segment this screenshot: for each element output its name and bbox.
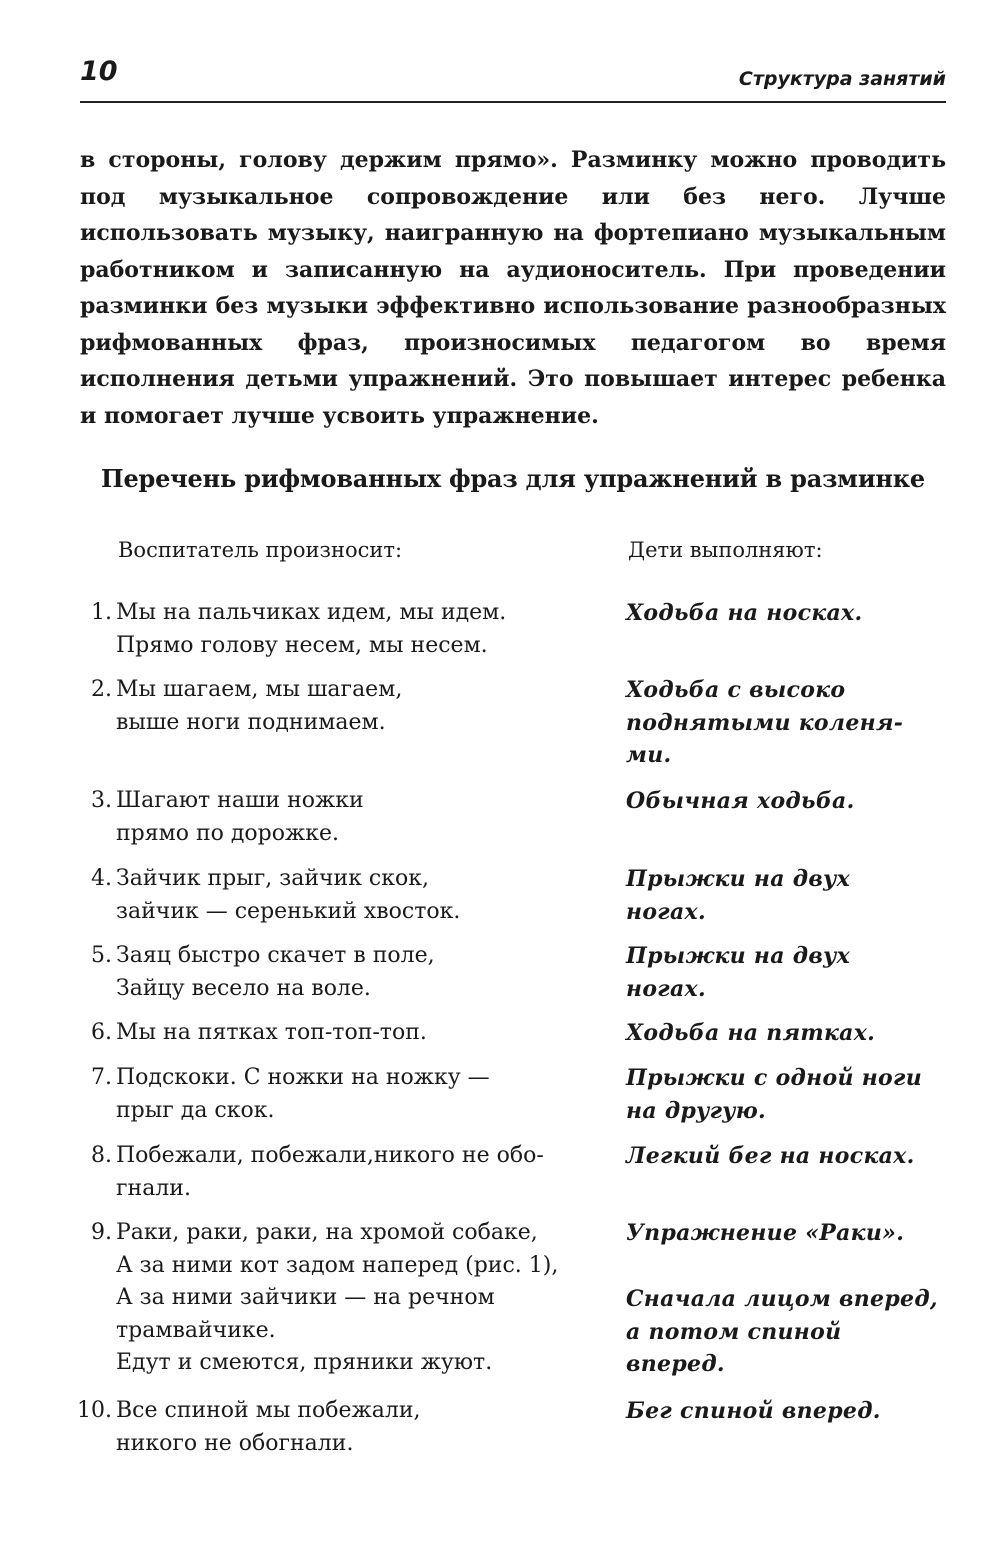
item-action-note: Сначала лицом вперед, а потом спиной вперед.	[626, 1286, 938, 1377]
item-action: Бег спиной вперед.	[626, 1398, 881, 1424]
page-number: 10	[80, 56, 118, 87]
item-phrase: Мы на пальчиках идем, мы идем. Прямо голову несем, мы несем.	[116, 600, 507, 658]
item-number: 6.	[91, 1020, 112, 1045]
item-number: 8.	[91, 1143, 112, 1168]
item-number: 2.	[91, 677, 112, 702]
item-phrase: Шагают наши ножки прямо по дорожке.	[116, 788, 364, 846]
item-action: Ходьба на пятках.	[626, 1020, 876, 1046]
item-action: Обычная ходьба.	[626, 788, 855, 814]
column-header-children: Дети выполняют:	[628, 538, 823, 562]
item-number: 3.	[91, 788, 112, 813]
item-number: 10.	[77, 1398, 112, 1423]
item-phrase: Мы шагаем, мы шагаем, выше ноги поднимаем.	[116, 677, 403, 735]
item-phrase: Заяц быстро скачет в поле, Зайцу весело на воле.	[116, 943, 435, 1001]
item-action: Ходьба с высоко поднятыми коленя- ми.	[626, 677, 904, 768]
item-action: Прыжки на двух ногах.	[626, 943, 850, 1002]
item-action: Прыжки на двух ногах.	[626, 866, 850, 925]
item-action: Упражнение «Раки».	[626, 1220, 905, 1246]
item-phrase: Мы на пятках топ-топ-топ.	[116, 1020, 427, 1045]
item-number: 5.	[91, 943, 112, 968]
running-title: Структура занятий	[738, 68, 946, 90]
item-phrase: Побежали, побежали,никого не обо- гнали.	[116, 1143, 544, 1201]
item-number: 7.	[91, 1065, 112, 1090]
section-title: Перечень рифмованных фраз для упражнений в разминке	[101, 464, 925, 493]
item-action: Легкий бег на носках.	[626, 1143, 915, 1169]
item-action: Ходьба на носках.	[626, 600, 863, 626]
item-number: 9.	[91, 1220, 112, 1245]
column-header-teacher: Воспитатель произносит:	[118, 538, 403, 562]
item-phrase: Зайчик прыг, зайчик скок, зайчик — серенький хвосток.	[116, 866, 461, 924]
item-phrase: Подскоки. С ножки на ножку — прыг да скок.	[116, 1065, 490, 1123]
item-number: 1.	[91, 600, 112, 625]
item-phrase: Все спиной мы побежали, никого не обогнали.	[116, 1398, 421, 1456]
item-number: 4.	[91, 866, 112, 891]
intro-paragraph: в стороны, голову держим прямо». Разминку можно проводить под музыкальное сопровождение или без него. Лучше использовать музыку, наигранную на фортепиано музыкальным работником и записанную на аудионоситель. При проведении разминки без музыки эффективно использование разнообразных рифмованных фраз, произносимых педагогом во время исполнения детьми упражнений. Это повышает интерес ребенка и помогает лучше усвоить упражнение.	[80, 147, 946, 429]
item-action: Прыжки с одной ноги на другую.	[626, 1065, 922, 1124]
item-phrase: Раки, раки, раки, на хромой собаке, А за ними кот задом наперед (рис. 1), А за ними зайчики — на речном трамвайчике. Едут и смеются, пряники жуют.	[116, 1220, 559, 1375]
